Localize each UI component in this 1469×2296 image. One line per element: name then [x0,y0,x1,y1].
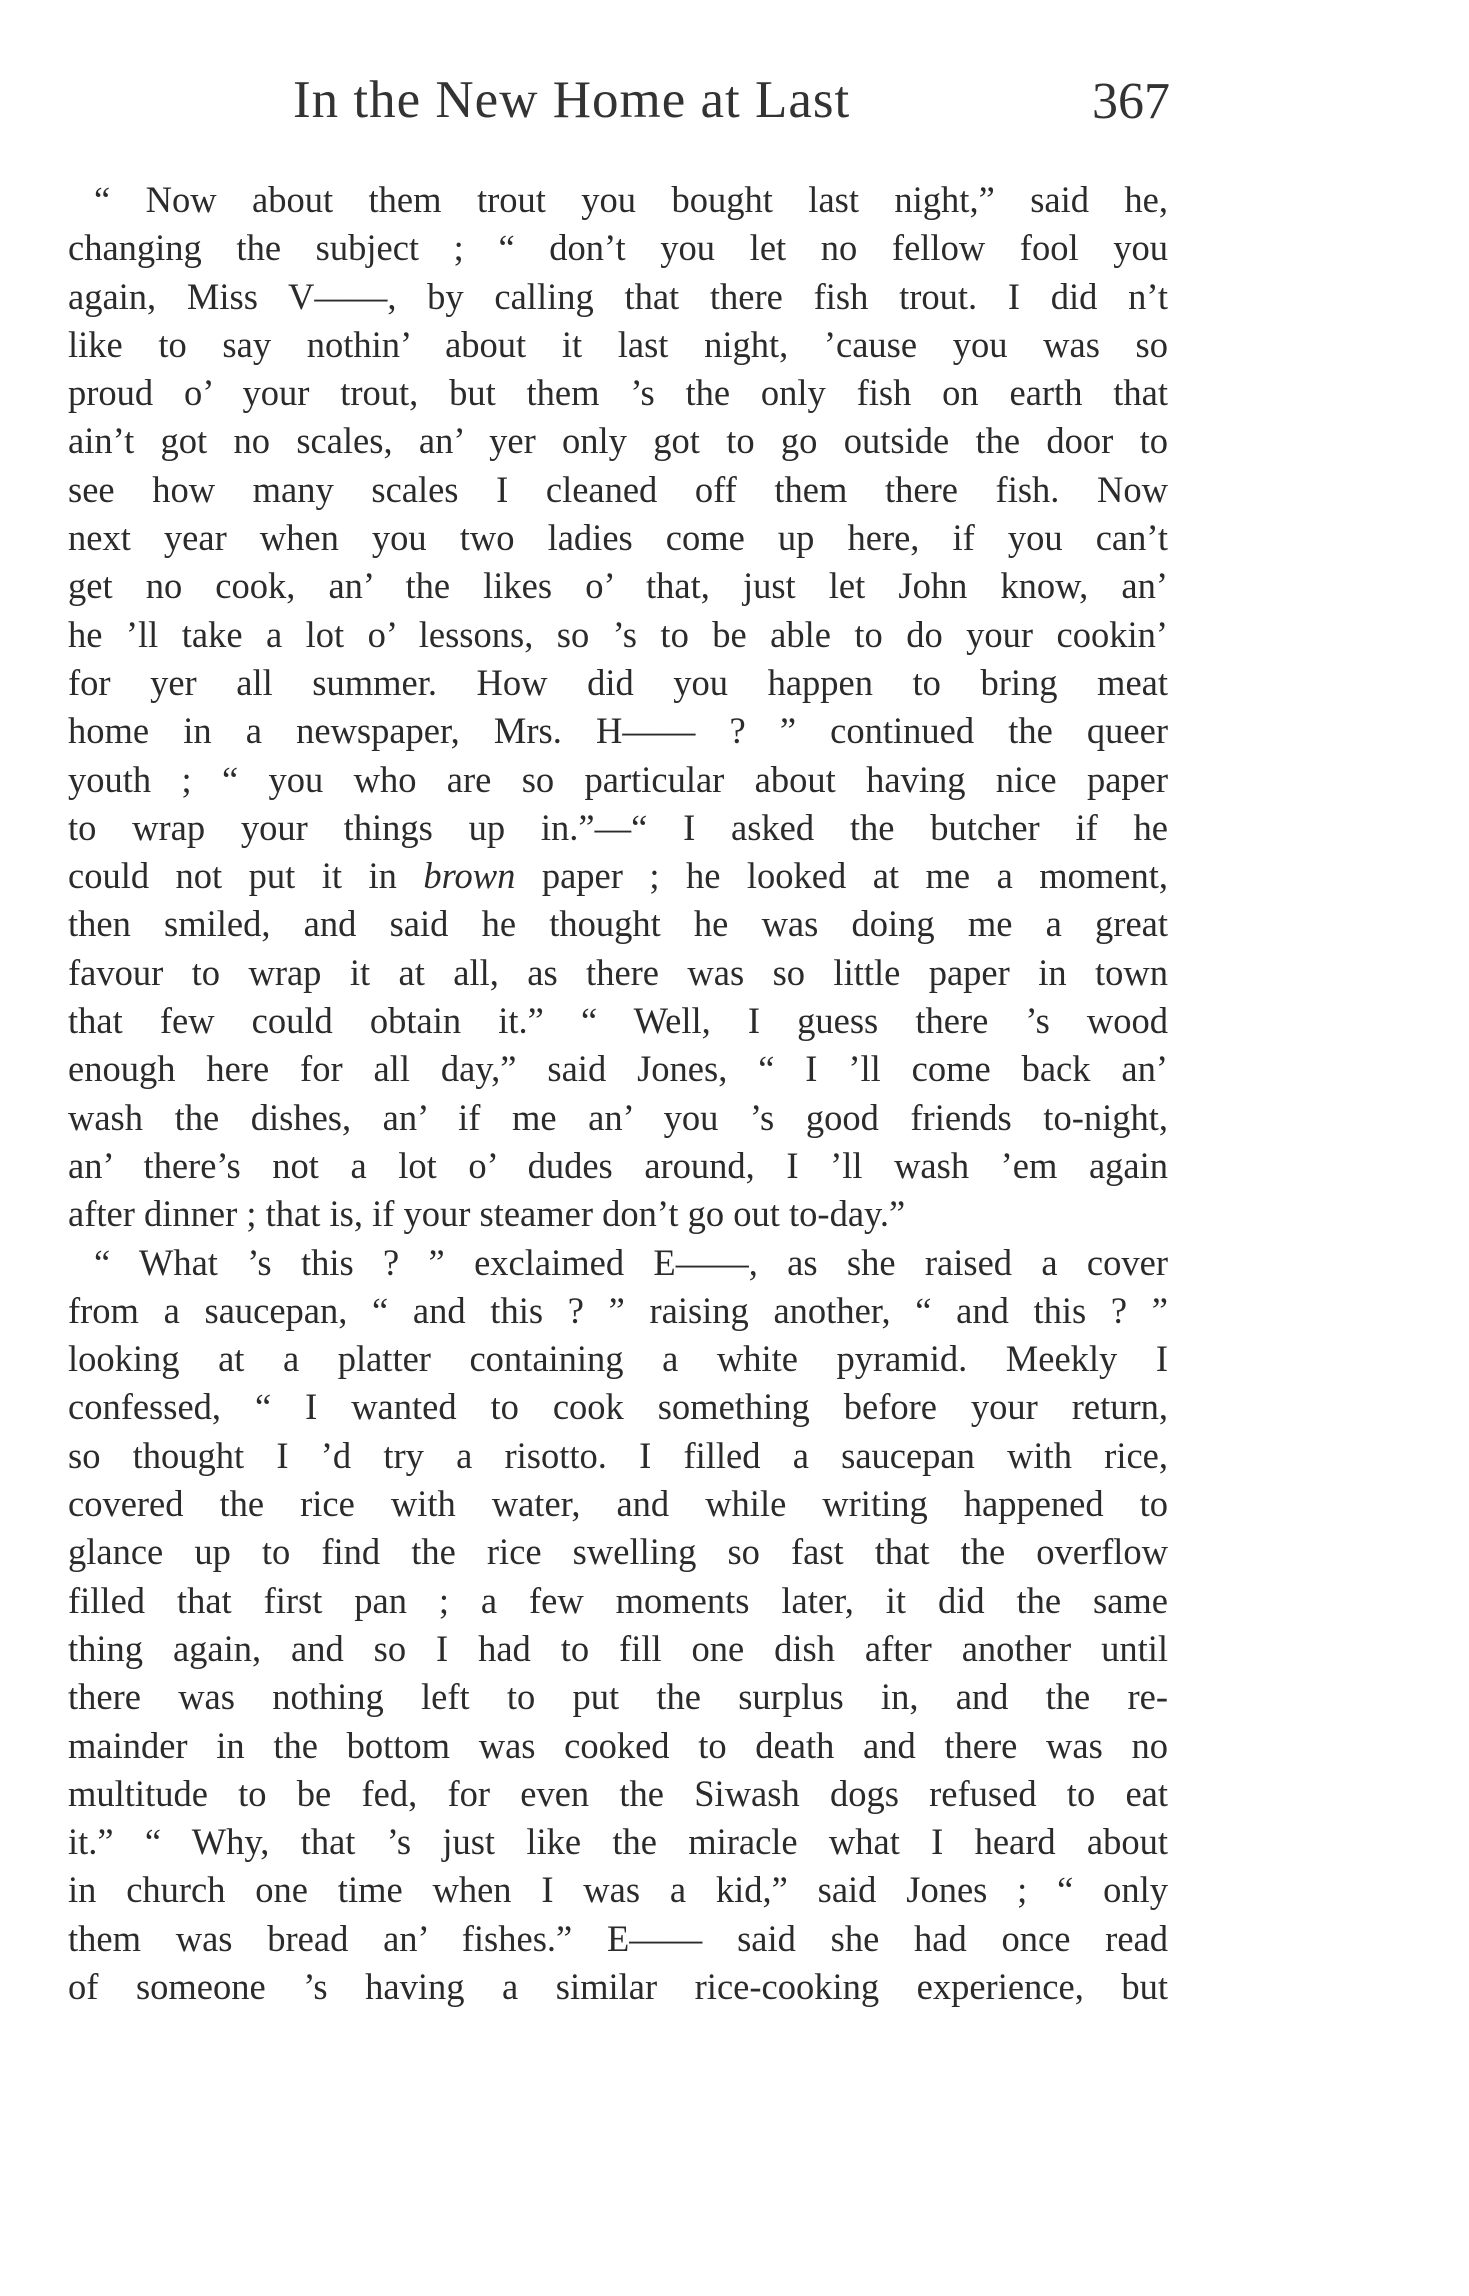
text-line: in church one time when I was a kid,” said Jones ; “ only [68,1869,1168,1911]
text-line: home in a newspaper, Mrs. H—— ? ” continued the queer [68,710,1168,752]
text-line: see how many scales I cleaned off them there fish. Now [68,468,1168,510]
text-line: them was bread an’ fishes.” E—— said she had once read [68,1917,1168,1959]
text-line: so thought I ’d try a risotto. I filled a saucepan with rice, [68,1434,1168,1476]
running-head [68,62,1168,142]
text-line: next year when you two ladies come up here, if you can’t [68,517,1168,559]
text-line: that few could obtain it.” “ Well, I guess there ’s wood [68,1000,1168,1042]
text-line: looking at a platter containing a white pyramid. Meekly I [68,1338,1168,1380]
text-line: it.” “ Why, that ’s just like the miracle what I heard about [68,1821,1168,1863]
text-line: for yer all summer. How did you happen to bring meat [68,661,1168,703]
text-line: multitude to be fed, for even the Siwash dogs refused to eat [68,1772,1168,1814]
text-line-with-italic [68,852,1168,900]
text-line: thing again, and so I had to fill one dish after another until [68,1627,1168,1669]
text-line: filled that first pan ; a few moments later, it did the same [68,1579,1168,1621]
text-segment: paper ; he looked at me a moment, [515,855,1168,897]
body-text [68,176,1168,2011]
text-line: “ What ’s this ? ” exclaimed E——, as she raised a cover [94,1241,1168,1283]
text-line: confessed, “ I wanted to cook something before your return, [68,1386,1168,1428]
text-line: favour to wrap it at all, as there was so little paper in town [68,951,1168,993]
text-line: then smiled, and said he thought he was doing me a great [68,903,1168,945]
text-line: youth ; “ you who are so particular about having nice paper [68,758,1168,800]
text-line: changing the subject ; “ don’t you let no fellow fool you [68,227,1168,269]
text-segment: could not put it in [68,855,424,897]
text-line: to wrap your things up in.”—“ I asked the butcher if he [68,806,1168,848]
text-line: an’ there’s not a lot o’ dudes around, I ’ll wash ’em again [68,1144,1168,1186]
page-number: 367 [1092,73,1170,130]
text-line: “ Now about them trout you bought last night,” said he, [94,179,1168,220]
text-line: after dinner ; that is, if your steamer don’t go out to-day.” [68,1193,906,1235]
text-line: from a saucepan, “ and this ? ” raising another, “ and this ? ” [68,1289,1168,1331]
text-line: covered the rice with water, and while writing happened to [68,1483,1168,1525]
running-title: In the New Home at Last [293,71,851,129]
text-line: enough here for all day,” said Jones, “ I ’ll come back an’ [68,1048,1168,1090]
text-line: like to say nothin’ about it last night, ’cause you was so [68,323,1168,365]
text-line: get no cook, an’ the likes o’ that, just let John know, an’ [68,565,1168,607]
text-line: of someone ’s having a similar rice-cooking experience, but [68,1965,1168,2007]
text-line: wash the dishes, an’ if me an’ you ’s good friends to-night, [68,1096,1168,1138]
text-line: proud o’ your trout, but them ’s the only fish on earth that [68,372,1168,414]
text-line: glance up to find the rice swelling so fast that the overflow [68,1531,1168,1573]
text-line: there was nothing left to put the surplus in, and the re- [68,1676,1168,1718]
text-line: mainder in the bottom was cooked to death and there was no [68,1724,1168,1766]
italic-word: brown [423,855,516,897]
text-line: again, Miss V——, by calling that there fish trout. I did n’t [68,275,1168,317]
text-line: he ’ll take a lot o’ lessons, so ’s to be able to do your cookin’ [68,613,1168,655]
text-line: ain’t got no scales, an’ yer only got to go outside the door to [68,420,1168,462]
